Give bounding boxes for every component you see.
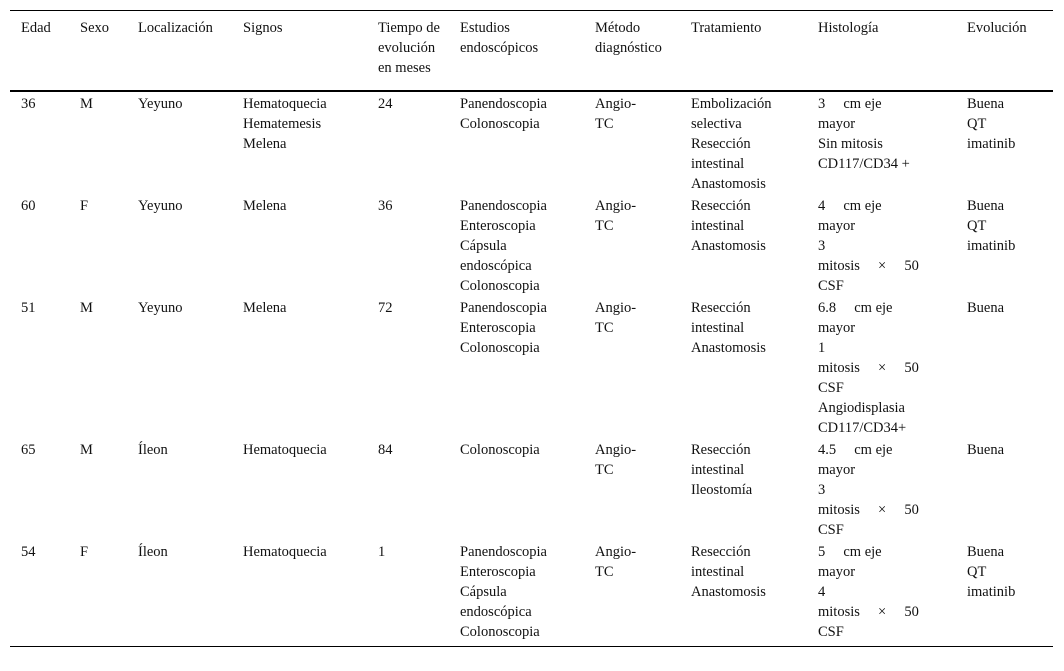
cell-metodo-line: Angio- bbox=[595, 441, 637, 458]
cell-edad: 65 bbox=[21, 441, 36, 458]
cell-evolucion-line: QT bbox=[967, 217, 987, 234]
cell-metodo bbox=[584, 194, 680, 296]
cell-evolucion-line: Buena bbox=[967, 299, 1005, 316]
cell-tiempo: 84 bbox=[378, 441, 393, 458]
cell-estudios-line: Enteroscopia bbox=[460, 563, 536, 580]
cell-histologia-line: mitosis × 50 bbox=[818, 501, 919, 518]
cell-tratamiento-line: Resección bbox=[691, 441, 751, 458]
cell-tratamiento-line: Ileostomía bbox=[691, 481, 753, 498]
cell-evolucion-line: Buena bbox=[967, 441, 1005, 458]
table-row bbox=[10, 194, 1053, 296]
cell-tratamiento bbox=[680, 91, 807, 194]
cell-histologia-line: Angiodisplasia bbox=[818, 399, 905, 416]
cell-histologia-line: mayor bbox=[818, 115, 856, 132]
cell-histologia-line: 5 cm eje bbox=[818, 543, 882, 560]
cell-evolucion-line: Buena bbox=[967, 543, 1005, 560]
cell-localizacion: Yeyuno bbox=[138, 197, 183, 214]
cell-edad: 36 bbox=[21, 95, 36, 112]
cell-metodo bbox=[584, 91, 680, 194]
cell-evolucion-line: QT bbox=[967, 115, 987, 132]
cell-signos bbox=[232, 438, 367, 540]
cell-sexo: M bbox=[80, 299, 93, 316]
cell-histologia-line: CD117/CD34 + bbox=[818, 155, 910, 172]
cell-estudios-line: Colonoscopia bbox=[460, 441, 540, 458]
cell-localizacion: Íleon bbox=[127, 540, 232, 647]
cell-histologia-line: CSF bbox=[818, 623, 844, 640]
cell-signos-line: Melena bbox=[243, 197, 287, 214]
clinical-cases-table bbox=[10, 10, 1053, 647]
cell-histologia bbox=[807, 540, 956, 647]
cell-signos-line: Hematoquecia bbox=[243, 543, 327, 560]
cell-estudios-line: Panendoscopia bbox=[460, 95, 547, 112]
cell-tratamiento-line: intestinal bbox=[691, 461, 745, 478]
header-histologia: Histología bbox=[807, 11, 956, 91]
cell-evolucion bbox=[956, 540, 1053, 647]
cell-estudios bbox=[449, 438, 584, 540]
cell-metodo-line: Angio- bbox=[595, 299, 637, 316]
cell-tratamiento-line: Resección bbox=[691, 197, 751, 214]
cell-estudios-line: Colonoscopia bbox=[460, 623, 540, 640]
header-evolucion: Evolución bbox=[956, 11, 1053, 91]
cell-histologia-line: mayor bbox=[818, 319, 856, 336]
cell-localizacion: Yeyuno bbox=[138, 299, 183, 316]
table-row bbox=[10, 296, 1053, 438]
cell-metodo-line: Angio- bbox=[595, 197, 637, 214]
header-signos: Signos bbox=[232, 11, 367, 91]
cell-evolucion-line: imatinib bbox=[967, 237, 1016, 254]
header-sexo: Sexo bbox=[69, 11, 127, 91]
cell-edad: 60 bbox=[21, 197, 36, 214]
cell-signos-line: Melena bbox=[243, 135, 287, 152]
table-row bbox=[10, 540, 1053, 647]
header-tiempo: Tiempo de evolución en meses bbox=[367, 11, 449, 91]
cell-evolucion bbox=[956, 194, 1053, 296]
cell-edad: 54 bbox=[10, 540, 69, 647]
cell-histologia-line: mitosis × 50 bbox=[818, 257, 919, 274]
cell-metodo-line: TC bbox=[595, 461, 614, 478]
cell-signos bbox=[232, 194, 367, 296]
cell-tiempo: 72 bbox=[378, 299, 393, 316]
cell-evolucion-line: Buena bbox=[967, 197, 1005, 214]
cell-estudios-line: Panendoscopia bbox=[460, 197, 547, 214]
table-header bbox=[10, 11, 1053, 91]
cell-estudios bbox=[449, 296, 584, 438]
cell-estudios-line: endoscópica bbox=[460, 257, 532, 274]
cell-histologia bbox=[807, 296, 956, 438]
cell-histologia-line: CSF bbox=[818, 379, 844, 396]
cell-sexo: F bbox=[80, 197, 89, 214]
cell-estudios-line: Enteroscopia bbox=[460, 319, 536, 336]
cell-tratamiento-line: Embolización bbox=[691, 95, 772, 112]
cell-sexo: M bbox=[80, 441, 93, 458]
cell-histologia-line: 6.8 cm eje bbox=[818, 299, 893, 316]
cell-tratamiento bbox=[680, 540, 807, 647]
cell-tratamiento-line: intestinal bbox=[691, 217, 745, 234]
cell-evolucion bbox=[956, 91, 1053, 194]
cell-histologia bbox=[807, 91, 956, 194]
table-row bbox=[10, 438, 1053, 540]
cell-metodo-line: Angio- bbox=[595, 543, 637, 560]
cell-signos bbox=[232, 296, 367, 438]
cell-histologia-line: mayor bbox=[818, 461, 856, 478]
cell-tratamiento-line: Anastomosis bbox=[691, 237, 766, 254]
cell-metodo bbox=[584, 296, 680, 438]
cell-metodo bbox=[584, 540, 680, 647]
cell-signos-line: Hematemesis bbox=[243, 115, 322, 132]
cell-localizacion: Íleon bbox=[138, 441, 168, 458]
header-row bbox=[10, 11, 1053, 91]
cell-signos bbox=[232, 540, 367, 647]
cell-localizacion: Yeyuno bbox=[138, 95, 183, 112]
cell-histologia-line: CSF bbox=[818, 277, 844, 294]
cell-histologia bbox=[807, 194, 956, 296]
cell-estudios-line: Colonoscopia bbox=[460, 277, 540, 294]
cell-tratamiento-line: Anastomosis bbox=[691, 175, 766, 192]
cell-estudios bbox=[449, 91, 584, 194]
cell-histologia-line: 1 bbox=[818, 339, 826, 356]
cell-histologia-line: Sin mitosis bbox=[818, 135, 883, 152]
cell-tratamiento-line: intestinal bbox=[691, 155, 745, 172]
header-estudios: Estudios endoscópicos bbox=[449, 11, 584, 91]
cell-tratamiento-line: Resección bbox=[691, 135, 751, 152]
cell-tratamiento-line: selectiva bbox=[691, 115, 742, 132]
cell-metodo-line: TC bbox=[595, 563, 614, 580]
cell-tratamiento-line: Resección bbox=[691, 299, 751, 316]
cell-estudios bbox=[449, 194, 584, 296]
cell-tiempo: 36 bbox=[378, 197, 393, 214]
cell-metodo-line: Angio- bbox=[595, 95, 637, 112]
cell-signos-line: Hematoquecia bbox=[243, 95, 327, 112]
cell-histologia-line: 4 bbox=[818, 583, 826, 600]
cell-tratamiento-line: intestinal bbox=[691, 319, 745, 336]
header-edad: Edad bbox=[10, 11, 69, 91]
cell-tiempo: 1 bbox=[367, 540, 449, 647]
cell-tiempo: 24 bbox=[378, 95, 393, 112]
cell-tratamiento bbox=[680, 296, 807, 438]
header-localizacion: Localización bbox=[127, 11, 232, 91]
cell-sexo: M bbox=[80, 95, 93, 112]
cell-estudios-line: Panendoscopia bbox=[460, 543, 547, 560]
cell-histologia-line: 4 cm eje bbox=[818, 197, 882, 214]
cell-histologia-line: mitosis × 50 bbox=[818, 359, 919, 376]
cell-estudios bbox=[449, 540, 584, 647]
cell-histologia-line: CD117/CD34+ bbox=[818, 419, 907, 436]
cell-metodo-line: TC bbox=[595, 217, 614, 234]
cell-histologia bbox=[807, 438, 956, 540]
cell-histologia-line: 4.5 cm eje bbox=[818, 441, 893, 458]
cell-evolucion bbox=[956, 296, 1053, 438]
cell-evolucion-line: imatinib bbox=[967, 583, 1016, 600]
cell-signos bbox=[232, 91, 367, 194]
cell-evolucion-line: Buena bbox=[967, 95, 1005, 112]
cell-evolucion bbox=[956, 438, 1053, 540]
header-metodo: Método diagnóstico bbox=[584, 11, 680, 91]
cell-tratamiento bbox=[680, 438, 807, 540]
cell-evolucion-line: QT bbox=[967, 563, 987, 580]
cell-metodo-line: TC bbox=[595, 115, 614, 132]
cell-histologia-line: mitosis × 50 bbox=[818, 603, 919, 620]
cell-tratamiento-line: Anastomosis bbox=[691, 583, 766, 600]
cell-metodo-line: TC bbox=[595, 319, 614, 336]
cell-signos-line: Melena bbox=[243, 299, 287, 316]
cell-evolucion-line: imatinib bbox=[967, 135, 1016, 152]
cell-estudios-line: Colonoscopia bbox=[460, 115, 540, 132]
cell-estudios-line: Enteroscopia bbox=[460, 217, 536, 234]
cell-metodo bbox=[584, 438, 680, 540]
cell-estudios-line: Cápsula bbox=[460, 237, 507, 254]
cell-tratamiento-line: intestinal bbox=[691, 563, 745, 580]
cell-estudios-line: Colonoscopia bbox=[460, 339, 540, 356]
cell-edad: 51 bbox=[21, 299, 36, 316]
cell-sexo: F bbox=[69, 540, 127, 647]
cell-tratamiento-line: Anastomosis bbox=[691, 339, 766, 356]
cell-histologia-line: mayor bbox=[818, 217, 856, 234]
cell-tratamiento-line: Resección bbox=[691, 543, 751, 560]
table-row bbox=[10, 91, 1053, 194]
cell-histologia-line: 3 bbox=[818, 237, 826, 254]
cell-estudios-line: Cápsula bbox=[460, 583, 507, 600]
cell-histologia-line: 3 cm eje bbox=[818, 95, 882, 112]
cell-estudios-line: endoscópica bbox=[460, 603, 532, 620]
cell-tratamiento bbox=[680, 194, 807, 296]
cell-estudios-line: Panendoscopia bbox=[460, 299, 547, 316]
cell-histologia-line: CSF bbox=[818, 521, 844, 538]
header-tratamiento: Tratamiento bbox=[680, 11, 807, 91]
cell-signos-line: Hematoquecia bbox=[243, 441, 327, 458]
cell-histologia-line: mayor bbox=[818, 563, 856, 580]
table-body bbox=[10, 91, 1053, 647]
cell-histologia-line: 3 bbox=[818, 481, 826, 498]
